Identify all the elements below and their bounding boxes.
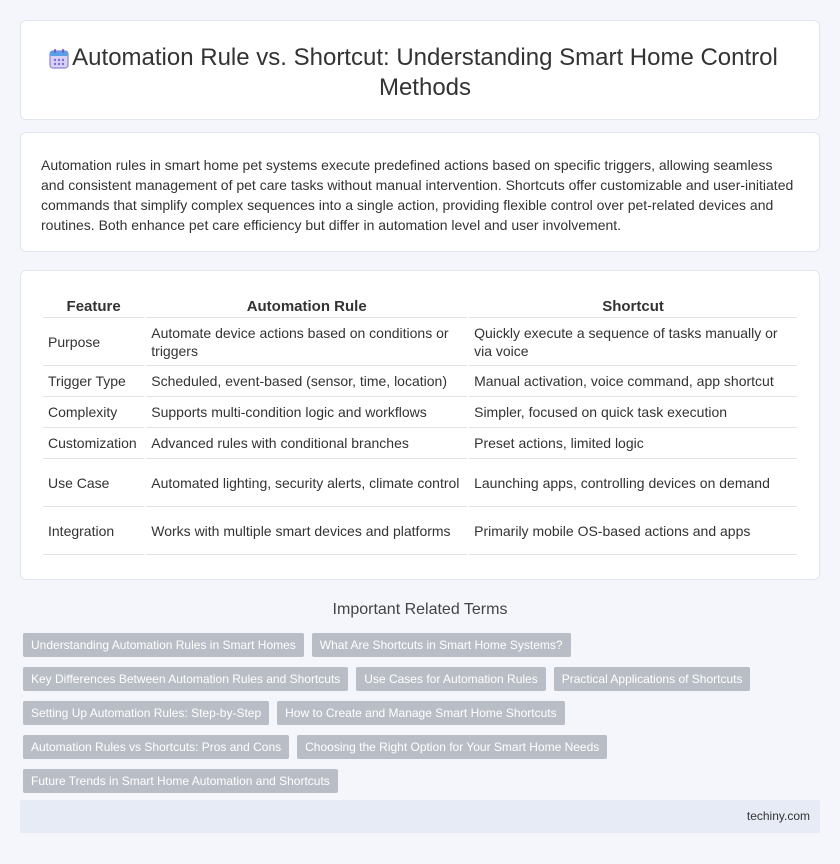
related-term-link[interactable]: Use Cases for Automation Rules	[356, 667, 545, 691]
related-terms-heading: Important Related Terms	[332, 601, 508, 618]
feature-cell: Integration	[43, 507, 144, 555]
footer-site-name: techiny.com	[746, 809, 810, 823]
shortcut-cell: Preset actions, limited logic	[469, 428, 797, 459]
shortcut-cell: Quickly execute a sequence of tasks manually or via voice	[469, 318, 797, 366]
footer	[20, 800, 820, 833]
table-row	[43, 428, 797, 459]
header-card	[20, 20, 820, 120]
intro-paragraph: Automation rules in smart home pet systems execute predefined actions based on specific triggers, allowing seamless and consistent management of pet care tasks without manual intervention. Shortcuts offer customizable and user-initiated commands that simplify complex sequences into a single action, providing flexible control over pet-related devices and routines. Both enhance pet care efficiency but differ in automation level and user involvement.	[41, 157, 794, 233]
feature-cell: Use Case	[43, 459, 144, 507]
intro-card	[20, 132, 820, 252]
related-term-link[interactable]: Automation Rules vs Shortcuts: Pros and Cons	[23, 735, 289, 759]
column-header: Automation Rule	[146, 296, 467, 318]
feature-cell: Customization	[43, 428, 144, 459]
table-row	[43, 318, 797, 366]
table-row	[43, 507, 797, 555]
feature-cell: Complexity	[43, 397, 144, 428]
shortcut-cell: Manual activation, voice command, app shortcut	[469, 366, 797, 397]
table-row	[43, 459, 797, 507]
column-header: Shortcut	[469, 296, 797, 318]
comparison-card	[20, 270, 820, 580]
table-header-row	[43, 296, 797, 318]
related-terms-list	[23, 633, 823, 803]
automation-rule-cell: Scheduled, event-based (sensor, time, location)	[146, 366, 467, 397]
automation-rule-cell: Automate device actions based on conditions or triggers	[146, 318, 467, 366]
related-term-link[interactable]: Choosing the Right Option for Your Smart Home Needs	[297, 735, 607, 759]
automation-rule-cell: Advanced rules with conditional branches	[146, 428, 467, 459]
related-term-link[interactable]: Key Differences Between Automation Rules and Shortcuts	[23, 667, 348, 691]
related-term-link[interactable]: What Are Shortcuts in Smart Home Systems?	[312, 633, 571, 657]
feature-cell: Trigger Type	[43, 366, 144, 397]
table-row	[43, 397, 797, 428]
column-header: Feature	[43, 296, 144, 318]
related-term-link[interactable]: Setting Up Automation Rules: Step-by-Step	[23, 701, 269, 725]
automation-rule-cell: Supports multi-condition logic and workflows	[146, 397, 467, 428]
table-row	[43, 366, 797, 397]
feature-cell: Purpose	[43, 318, 144, 366]
shortcut-cell: Primarily mobile OS-based actions and apps	[469, 507, 797, 555]
automation-rule-cell: Automated lighting, security alerts, climate control	[146, 459, 467, 507]
related-term-link[interactable]: Understanding Automation Rules in Smart Homes	[23, 633, 304, 657]
page-title: Automation Rule vs. Shortcut: Understanding Smart Home Control Methods	[72, 44, 778, 101]
related-term-link[interactable]: Practical Applications of Shortcuts	[554, 667, 751, 691]
comparison-table	[41, 296, 799, 555]
automation-rule-cell: Works with multiple smart devices and platforms	[146, 507, 467, 555]
related-term-link[interactable]: Future Trends in Smart Home Automation and Shortcuts	[23, 769, 338, 793]
shortcut-cell: Simpler, focused on quick task execution	[469, 397, 797, 428]
related-term-link[interactable]: How to Create and Manage Smart Home Shortcuts	[277, 701, 564, 725]
shortcut-cell: Launching apps, controlling devices on demand	[469, 459, 797, 507]
